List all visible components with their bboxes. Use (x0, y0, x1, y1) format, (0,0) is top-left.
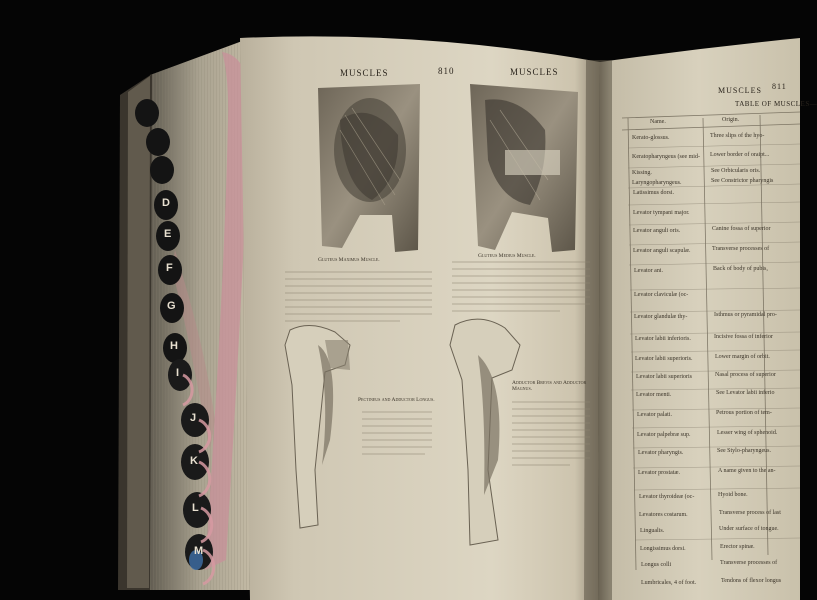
figure-caption-gluteus-maximus: Gluteus Maximus Muscle. (318, 257, 380, 263)
thumb-tab-g[interactable]: G (167, 300, 176, 312)
thumb-tab-m[interactable]: M (194, 545, 204, 557)
table-row-origin: See Orbicularis oris. (711, 168, 761, 174)
table-row-origin: A name given to the an- (718, 468, 776, 474)
table-row-origin: Three slips of the hyo- (710, 133, 765, 139)
thumb-tab-l[interactable]: L (192, 502, 199, 514)
table-row-origin: Hyoid bone. (718, 492, 748, 498)
table-row-name: Levatores costarum. (639, 512, 688, 518)
table-row-name: Latissimus dorsi. (633, 190, 675, 196)
table-row-origin: Under surface of tongue. (719, 526, 779, 532)
table-row-name: Levator palati. (637, 412, 672, 418)
right-page-running-head: MUSCLES (718, 86, 762, 95)
table-row-origin: See Levator labii inferio (716, 390, 775, 396)
table-row-origin: Petrous portion of tem- (716, 410, 772, 416)
table-row-name: Levator ani. (634, 268, 663, 274)
table-row-origin: Erector spinæ. (720, 544, 755, 550)
table-row-name: Levator anguli oris. (633, 228, 681, 234)
table-row-name: Lingualis. (640, 528, 665, 534)
table-title: TABLE OF MUSCLES— (735, 100, 817, 108)
thumb-tab-f[interactable]: F (166, 262, 173, 274)
table-header-origin: Origin. (722, 117, 740, 123)
page-number-right: 811 (772, 82, 787, 91)
table-row-name: Levator labii superioris (636, 374, 692, 380)
table-row-origin: See Stylo-pharyngeus. (717, 448, 771, 454)
table-header-name: Name. (650, 119, 666, 125)
table-row-origin: Nasal process of superior (715, 372, 776, 378)
table-row-name: Longus colli (641, 562, 672, 568)
page-number-left: 810 (438, 66, 455, 76)
table-row-name: Levator labii superioris. (635, 356, 693, 362)
table-row-name: Levator prostatæ. (638, 470, 680, 476)
running-head-right: MUSCLES (510, 67, 559, 77)
table-row-origin: Tendons of flexor longus (721, 578, 782, 584)
table-row-name: Lumbricales, 4 of foot. (641, 580, 697, 586)
table-row-name: Levator claviculæ (oc- (634, 292, 689, 298)
table-row-name: Levator labii inferioris. (635, 336, 691, 342)
running-head-left: MUSCLES (340, 68, 389, 78)
thumb-tab-j[interactable]: J (190, 412, 197, 424)
table-row-name: Kissing. (632, 170, 652, 176)
thumb-tab-h[interactable]: H (170, 340, 178, 352)
table-row-origin: Transverse processes of (720, 560, 778, 566)
table-row-origin: Lower margin of orbit. (715, 354, 770, 360)
thumb-tab-i[interactable]: I (176, 367, 180, 379)
figure-caption-pectineus: Pectineus and Adductor Longus. (358, 397, 435, 403)
table-row-origin: Lesser wing of sphenoid. (717, 430, 778, 436)
table-row-name: Levator anguli scapulæ. (633, 248, 691, 254)
table-row-name: Levator tympani major. (633, 210, 690, 216)
table-row-name: Laryngopharyngeus. (632, 180, 682, 186)
table-row-origin: Canine fossa of superior (712, 226, 771, 232)
table-row-origin: Transverse processes of (712, 246, 770, 252)
table-row-origin: Lower border of oraipt... (710, 152, 770, 158)
table-row-origin: Back of body of pubis, (713, 266, 768, 272)
thumb-tab-k[interactable]: K (190, 455, 198, 467)
thumb-tab-d[interactable]: D (162, 197, 170, 209)
table-row-name: Levator thyroideæ (oc- (639, 494, 695, 500)
table-row-name: Longissimus dorsi. (640, 546, 686, 552)
table-row-name: Keratopharyngeus (see mid- (632, 154, 700, 160)
table-row-origin: Incisive fossa of inferior (714, 334, 773, 340)
table-row-origin: Transverse process of last (719, 510, 781, 516)
figure-caption-gluteus-medius: Gluteus Medius Muscle. (478, 253, 536, 259)
table-row-name: Levator glandulæ thy- (634, 314, 688, 320)
table-row-name: Levator menti. (636, 392, 672, 398)
table-row-name: Levator pharyngis. (638, 450, 684, 456)
table-row-name: Levator palpebræ sup. (637, 432, 691, 438)
figure-caption-adductor: Adductor Brevis and Adductor Magnus. (512, 380, 587, 392)
table-row-name: Kerato-glossus. (632, 135, 670, 141)
thumb-tab-e[interactable]: E (164, 228, 172, 240)
table-row-origin: Isthmus or pyramidal pro- (714, 312, 777, 318)
table-row-origin: See Constrictor pharyngis (711, 178, 774, 184)
